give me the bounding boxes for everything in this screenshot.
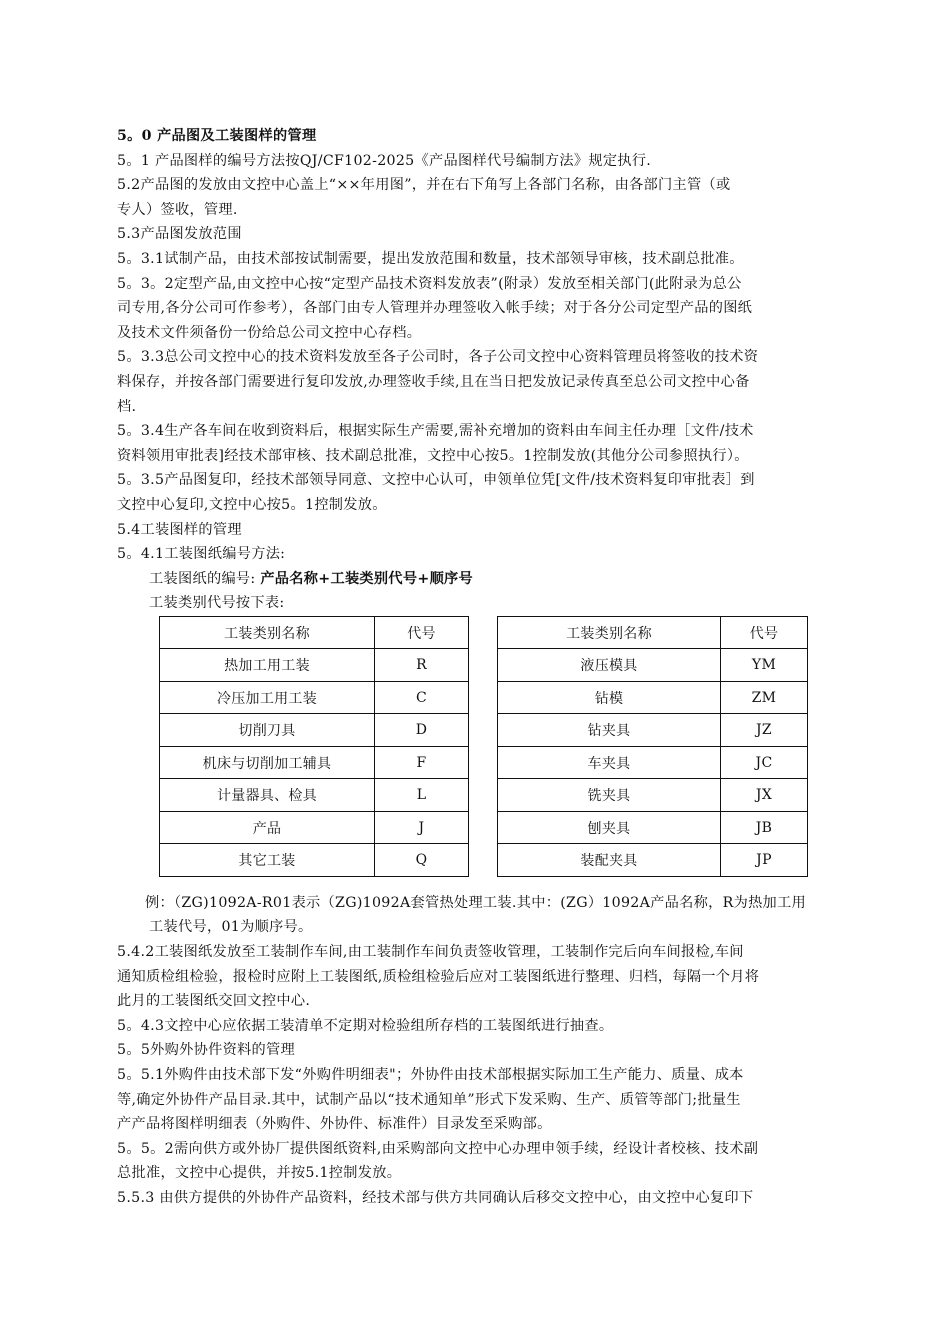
- category-code: F: [375, 746, 469, 779]
- category-code: JB: [721, 811, 808, 844]
- paragraph-5-3-1: 5。3.1试制产品，由技术部按试制需要，提出发放范围和数量，技术部领导审核，技术副总批准。: [117, 250, 744, 267]
- table-row: [498, 811, 808, 844]
- table-row: [498, 779, 808, 812]
- paragraph-5-3-2-line-3: 及技术文件须备份一份给总公司文控中心存档。: [117, 324, 422, 341]
- paragraph-5-3: 5.3产品图发放范围: [117, 226, 242, 243]
- category-code: L: [375, 779, 469, 812]
- tooling-code-tables: [159, 616, 862, 891]
- header-code: 代号: [375, 616, 469, 649]
- tooling-table-right: [497, 616, 808, 877]
- paragraph-5-5-1-line-1: 5。5.1外购件由技术部下发“外购件明细表"；外协件由技术部根据实际加工生产能力、质量、成本: [117, 1067, 744, 1084]
- section-heading: 5。0 产品图及工装图样的管理: [117, 128, 317, 144]
- paragraph-5-3-4-line-2: 资料领用审批表]经技术部审核、技术副总批准，文控中心按5。1控制发放(其他分公司参照执行）。: [117, 447, 749, 464]
- category-name: 钻夹具: [498, 714, 721, 747]
- paragraph-5-5-1-line-3: 产产品将图样明细表（外购件、外协件、标准件）目录发至采购部。: [117, 1116, 552, 1133]
- numbering-rule: [117, 567, 862, 592]
- table-row: [498, 844, 808, 877]
- paragraph-5-3-2-line-1: 5。3。2定型产品,由文控中心按“定型产品技术资料发放表”(附录）发放至相关部门(此附录为总公: [117, 275, 742, 292]
- category-name: 装配夹具: [498, 844, 721, 877]
- category-code: JX: [721, 779, 808, 812]
- table-row: [160, 681, 469, 714]
- header-category-name: 工装类别名称: [160, 616, 375, 649]
- paragraph-5-3-3-line-1: 5。3.3总公司文控中心的技术资料发放至各子公司时，各子公司文控中心资料管理员将签收的技术资: [117, 349, 759, 366]
- category-code: JP: [721, 844, 808, 877]
- paragraph-5-3-4-line-1: 5。3.4生产各车间在收到资料后，根据实际生产需要,需补充增加的资料由车间主任办理［文件/技术: [117, 423, 754, 440]
- paragraph-5-5: 5。5外购外协件资料的管理: [117, 1042, 296, 1059]
- paragraph-5-3-2-line-2: 司专用,各分公司可作参考），各部门由专人管理并办理签收入帐手续；对于各分公司定型产品的图纸: [117, 300, 753, 317]
- paragraph-5-2-line-2: 专人）签收，管理.: [117, 201, 238, 218]
- category-code: D: [375, 714, 469, 747]
- table-row: [160, 779, 469, 812]
- paragraph-5-4-2-line-1: 5.4.2工装图纸发放至工装制作车间,由工装制作车间负责签收管理，工装制作完后向车间报检,车间: [117, 944, 744, 961]
- header-category-name: 工装类别名称: [498, 616, 721, 649]
- table-header-row: [160, 616, 469, 649]
- category-name: 热加工用工装: [160, 649, 375, 682]
- paragraph-5-4-3: 5。4.3文控中心应依据工装清单不定期对检验组所存档的工装图纸进行抽查。: [117, 1017, 614, 1034]
- table-row: [498, 681, 808, 714]
- paragraph-5-3-5-line-2: 文控中心复印,文控中心按5。1控制发放。: [117, 496, 387, 513]
- table-row: [160, 714, 469, 747]
- category-code: J: [375, 811, 469, 844]
- category-name: 铣夹具: [498, 779, 721, 812]
- header-code: 代号: [721, 616, 808, 649]
- table-row: [160, 844, 469, 877]
- table-header-row: [498, 616, 808, 649]
- category-code: Q: [375, 844, 469, 877]
- paragraph-5-3-3-line-3: 档.: [117, 398, 137, 415]
- paragraph-5-2-line-1: 5.2产品图的发放由文控中心盖上“××年用图”，并在右下角写上各部门名称，由各部门主管（或: [117, 177, 731, 194]
- table-row: [498, 714, 808, 747]
- paragraph-5-5-1-line-2: 等,确定外协件产品目录.其中，试制产品以“技术通知单”形式下发采购、生产、质管等部门;批量生: [117, 1091, 741, 1108]
- category-name: 其它工装: [160, 844, 375, 877]
- category-name: 机床与切削加工辅具: [160, 746, 375, 779]
- category-name: 冷压加工用工装: [160, 681, 375, 714]
- category-name: 计量器具、检具: [160, 779, 375, 812]
- paragraph-5-5-2-line-1: 5。5。2需向供方或外协厂提供图纸资料,由采购部向文控中心办理申领手续，经设计者校核、技术副: [117, 1140, 759, 1157]
- table-row: [160, 746, 469, 779]
- document-body: [117, 124, 862, 1211]
- category-code: ZM: [721, 681, 808, 714]
- paragraph-5-3-3-line-2: 料保存，并按各部门需要进行复印发放,办理签收手续,且在当日把发放记录传真至总公司文控中心备: [117, 373, 750, 390]
- table-row: [498, 649, 808, 682]
- category-name: 产品: [160, 811, 375, 844]
- paragraph-5-4-2-line-2: 通知质检组检验，报检时应附上工装图纸,质检组检验后应对工装图纸进行整理、归档，每隔一个月将: [117, 968, 760, 985]
- tooling-table-left: [159, 616, 469, 877]
- table-row: [160, 811, 469, 844]
- table-row: [160, 649, 469, 682]
- category-name: 刨夹具: [498, 811, 721, 844]
- numbering-label: 工装图纸的编号:: [149, 570, 256, 587]
- paragraph-5-5-3: 5.5.3 由供方提供的外协件产品资料，经技术部与供方共同确认后移交文控中心，由文控中心复印下: [117, 1190, 754, 1206]
- category-code: C: [375, 681, 469, 714]
- category-code: R: [375, 649, 469, 682]
- paragraph-5-3-5-line-1: 5。3.5产品图复印，经技术部领导同意、文控中心认可，申领单位凭[文件/技术资料复印审批表］到: [117, 472, 755, 489]
- category-code: YM: [721, 649, 808, 682]
- category-name: 切削刀具: [160, 714, 375, 747]
- paragraph-5-4-2-line-3: 此月的工装图纸交回文控中心.: [117, 993, 311, 1010]
- category-name: 钻模: [498, 681, 721, 714]
- table-row: [498, 746, 808, 779]
- category-name: 车夹具: [498, 746, 721, 779]
- paragraph-5-4-1: 5。4.1工装图纸编号方法:: [117, 546, 286, 563]
- paragraph-5-4: 5.4工装图样的管理: [117, 521, 242, 538]
- example-line-1: 例：（ZG)1092A-R01表示（ZG)1092A套管热处理工装.其中：(ZG）1092A产品名称，R为热加工用: [145, 894, 807, 911]
- category-code: JZ: [721, 714, 808, 747]
- numbering-formula: 产品名称+工装类别代号+顺序号: [260, 570, 474, 587]
- paragraph-5-5-2-line-2: 总批准，文控中心提供，并按5.1控制发放。: [117, 1165, 402, 1182]
- table-intro: 工装类别代号按下表:: [149, 595, 285, 612]
- category-code: JC: [721, 746, 808, 779]
- example-line-2: 工装代号，01为顺序号。: [149, 919, 313, 936]
- category-name: 液压模具: [498, 649, 721, 682]
- paragraph-5-1: 5。1 产品图样的编号方法按QJ/CF102-2025《产品图样代号编制方法》规定执行.: [117, 152, 652, 169]
